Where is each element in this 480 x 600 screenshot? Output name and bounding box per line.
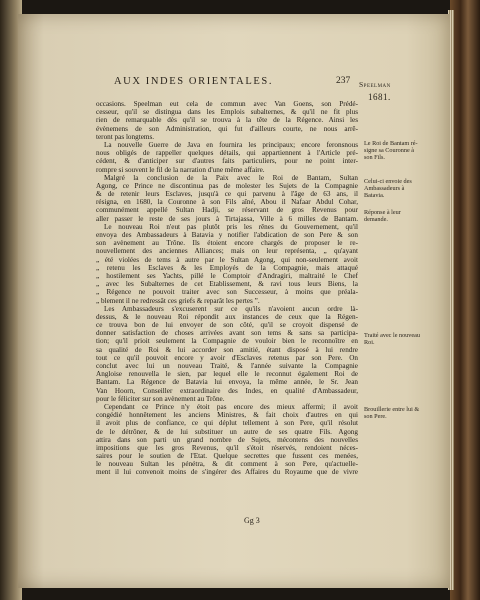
body-text — [96, 100, 358, 477]
text-line: tout ce qu'il pouvoit encore y avoir d'Esclaves retenus par son Pere. On — [96, 353, 358, 362]
text-line: le nouveau Sultan les pénétra, & dit comment à son Pere, qu'actuelle- — [96, 460, 358, 469]
text-line: & de retenir leurs Esclaves, jusqu'à ce qui parvenu à l'âge de 63 ans, il — [96, 190, 358, 199]
text-line: nous obligés de rappeller quelques détails, qui appartiennent à l'Article pré- — [96, 149, 358, 158]
margin-note: Traité avec le nouveau Roi. — [364, 332, 420, 346]
text-line: aller passer le reste de ses jours à Tirtajassa, Ville à 6 milles de Bantam. — [96, 214, 358, 223]
text-line: Le nouveau Roi n'eut pas plutôt pris les rênes du Gouvernement, qu'il — [104, 222, 358, 231]
text-line: „ hostilement ses Yachts, pillé le Comptoir d'Andragiri, maltraité le Chef — [96, 271, 358, 280]
text-line: Malgré la conclusion de la Paix avec le Roi de Bantam, Sultan — [104, 173, 358, 182]
text-line: attira dans son parti un grand nombre de Sujets, mécontens des nouvelles — [96, 435, 358, 444]
text-line: cédent, & d'anticiper sur d'autres faits particuliers, pour ne point inter- — [96, 157, 358, 166]
margin-year-name: Speelman — [359, 80, 391, 89]
text-line: La nouvelle Guerre de Java en fournira les principaux; encore feronsnous — [104, 140, 358, 149]
signature-mark: Gg 3 — [244, 516, 260, 525]
margin-year: 1681. — [368, 92, 391, 102]
text-line: ment il lui convenoit moins de s'ingérer des Affaires du Royaume que de vivre — [96, 468, 358, 477]
text-line: congédié honnêtement les anciens Ministres, & fait choix d'autres en qui — [96, 411, 358, 420]
text-line: envoya des Ambassadeurs à Batavia y notifier l'abdication de son Pere & son — [96, 231, 358, 239]
text-line: „ avec les Subalternes de cet Etablissement, & ravi tous leurs Biens, la — [96, 280, 358, 289]
margin-note: Le Roi de Bantam ré- signe sa Couronne à son Fils. — [364, 140, 418, 161]
text-line: Agong, ce Prince ne discontinua pas de molester les Sujets de la Compagnie — [96, 181, 358, 190]
text-line: Angloise renouvella le sien, par lequel elle le reconnut également Roi de — [96, 370, 358, 379]
text-line: ce trouva bon de lui envoyer de son côté, qu'il se croyoit dispensé de — [96, 321, 358, 330]
text-line: dessus, & le nouveau Roi répondit aux instances de ceux que la Régen- — [96, 312, 358, 321]
running-title: AUX INDES ORIENTALES. — [114, 76, 274, 87]
text-line: „ blement il ne redressât ces griefs & reparât les pertes ”. — [96, 296, 260, 305]
text-line: de le détrôner, & de lui substituer un autre de ses quatre Fils. Agong — [96, 427, 358, 436]
text-line: conclut avec lui un nouveau Traité, & l'année suivante la Compagnie — [96, 362, 358, 370]
text-line: Les Ambassadeurs s'excuserent sur ce qu'ils n'avoient aucun ordre là- — [104, 304, 358, 313]
text-line: impositions que les gros Revenus, qu'il s'étoit réservés, rendoient néces- — [96, 443, 358, 452]
text-line: Cependant ce Prince n'y étoit pas encore des mieux affermi; il avoit — [104, 402, 358, 411]
text-line: Bantam. La Régence de Batavia lui envoya, la même année, le Sr. Jean — [96, 378, 358, 387]
text-line: occasions. Speelman eut cela de commun avec Van Goens, son Prédé- — [96, 100, 358, 108]
text-line: saires pour le soutien de l'Etat. Quelque secrettes que fussent ces menées, — [96, 452, 358, 461]
text-line: Van Hoorn, Conseiller extraordinaire des Indes, en qualité d'Ambassadeur, — [96, 386, 358, 395]
text-line: teront pas longtems. — [96, 132, 155, 141]
text-line: évènemens de son Administration, qui fut d'ailleurs courte, ne nous arrê- — [96, 124, 358, 133]
text-line: communément appellé Sultan Hadji, se réservant de gros Revenus pour — [96, 206, 358, 215]
text-line: il avoit plus de confiance, ce qui déplut tellement à son Pere, qu'il résolut — [96, 419, 358, 428]
margin-note: Celui-ci envoie des Ambassadeurs à Batavia. — [364, 178, 412, 199]
text-line: cesseur, qu'il se distingua dans les Emplois subalternes, & qu'il ne fit plus — [96, 108, 358, 117]
margin-note: Réponse à leur demande. — [364, 209, 401, 223]
margin-note: Brouillerie entre lui & son Pere. — [364, 406, 420, 420]
text-line: pour le féliciter sur son avènement au Trône. — [96, 394, 225, 403]
text-line: son avènement au Trône. Ils étoient encore chargés de proposer le re- — [96, 239, 358, 248]
text-line: „ été violées de tems à autre par le Sultan Agong, qui non-seulement avoit — [96, 255, 358, 264]
text-line: sa qualité de Roi & lui accorder son amitié, étant disposé à lui rendre — [96, 345, 358, 354]
text-line: rompre si souvent le fil de la narration d'une même affaire. — [96, 165, 265, 174]
text-line: tion; qu'il prioit seulement la Compagnie de vouloir bien le reconnoître en — [96, 337, 358, 346]
text-line: nouvellement des anciennes Alliances; mais on leur représenta, „ qu'ayant — [96, 247, 358, 256]
book-page — [18, 14, 450, 588]
text-line: „ retenu les Esclaves & les Employés de la Compagnie, mais attaqué — [96, 263, 358, 272]
page-number: 237 — [336, 76, 351, 86]
text-line: résigna, en 1680, la Couronne à son Fils aîné, Abou il Nafaar Abdul Cohar, — [96, 198, 358, 207]
text-line: „ Régence ne pouvoit traiter avec son Successeur, à moins que préala- — [96, 288, 358, 297]
text-line: donner satisfaction de choses arrivées avant son tems & sans sa participa- — [96, 329, 358, 338]
text-line: rien de remarquable dès qu'il se trouva à la tête de la Régence. Ainsi les — [96, 116, 358, 125]
book-spine — [450, 0, 480, 600]
